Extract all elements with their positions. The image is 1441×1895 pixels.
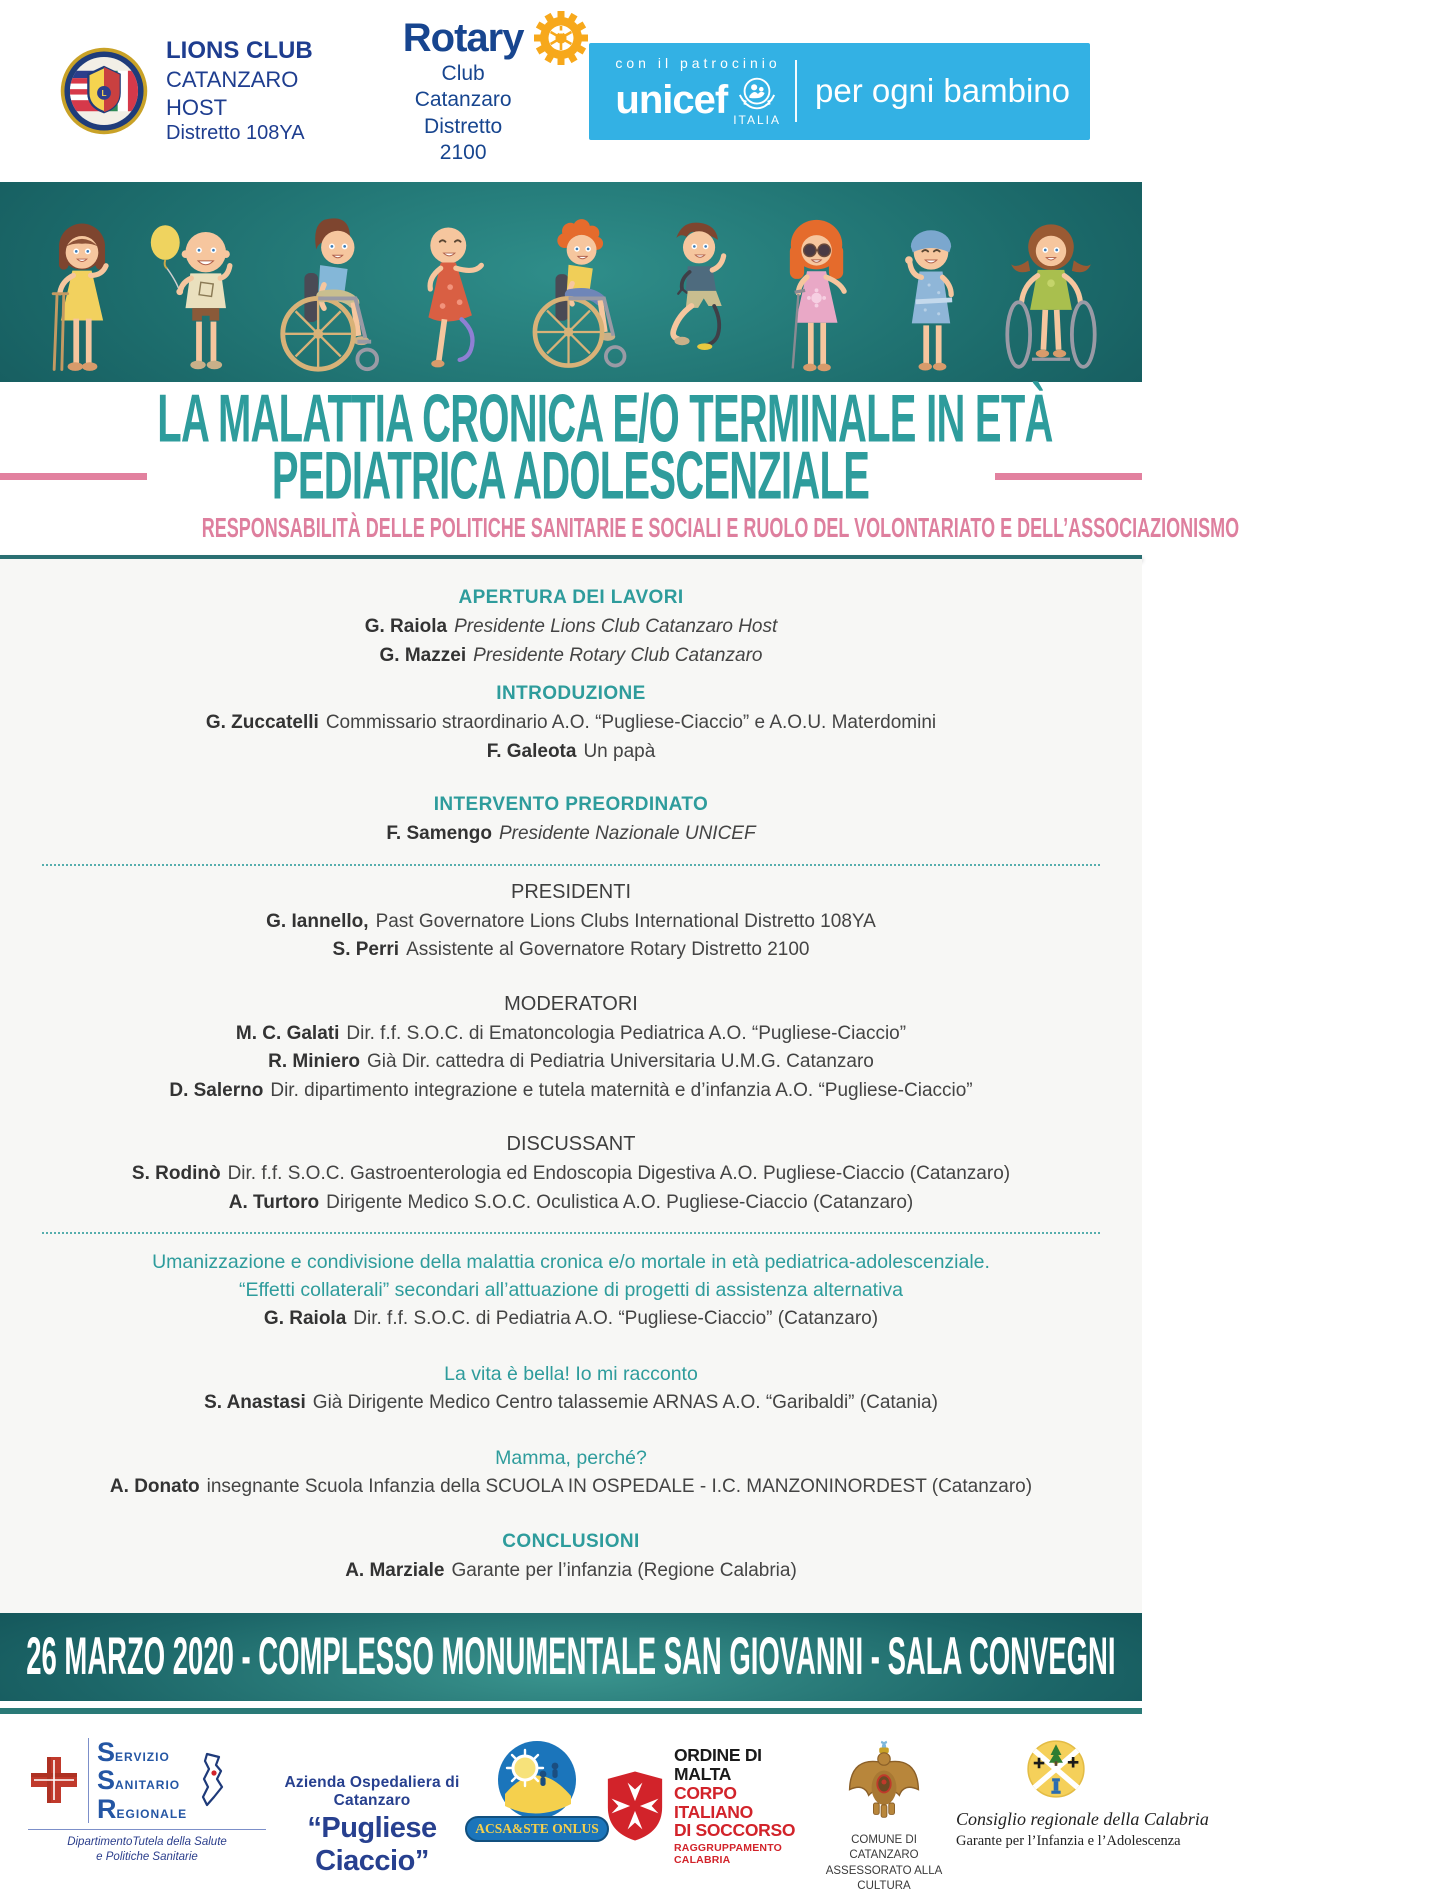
speaker-name: F. Galeota [486, 740, 577, 762]
unicef-patrocinio-label: con il patrocinio [615, 55, 781, 71]
program-entry [40, 1048, 1102, 1077]
rotary-gear-icon [533, 10, 589, 66]
speaker-role: Un papà [583, 740, 656, 762]
section-heading: CONCLUSIONI [502, 1531, 640, 1553]
program-block-conclusioni [40, 1531, 1102, 1586]
poster-title-line2: PEDIATRICA ADOLESCENZIALE [272, 438, 870, 514]
bald-child-with-balloon-illustration [146, 216, 252, 378]
program-entry [40, 709, 1102, 738]
comune-caption [820, 1833, 948, 1895]
children-illustration-banner [0, 182, 1142, 382]
eagle-crest-icon [841, 1738, 927, 1824]
rotary-wordmark: Rotary [402, 16, 524, 60]
boy-running-prosthetic-limbs-illustration [648, 216, 752, 378]
program-block-intervento [40, 794, 1102, 849]
unicef-tagline: per ogni bambino [814, 72, 1070, 109]
speaker-name: G. Zuccatelli [205, 712, 319, 734]
date-location-banner [0, 1613, 1142, 1701]
program-block-moderatori [40, 993, 1102, 1106]
acsa-ste-onlus-logo [475, 1738, 599, 1842]
talk-title-line: Mamma, perché? [495, 1447, 647, 1470]
speaker-name: D. Salerno [169, 1079, 264, 1101]
girl-with-crutches-illustration [34, 216, 130, 378]
speaker-name: R. Miniero [268, 1051, 360, 1073]
ssr-wordmark [88, 1738, 187, 1823]
speaker-name: A. Donato [109, 1475, 200, 1497]
ssr-initial: S [97, 1765, 116, 1796]
program-entry [40, 1189, 1102, 1218]
lions-club-district: Distretto 108YA [166, 122, 305, 144]
ssr-word: EGIONALE [116, 1806, 188, 1821]
program-entry [40, 1077, 1102, 1106]
speaker-role: Dirigente Medico S.O.C. Oculistica A.O. Pugliese-Ciaccio (Catanzaro) [326, 1191, 914, 1213]
servizio-sanitario-regionale-logo [28, 1738, 266, 1866]
sponsor-logos [0, 1714, 1209, 1895]
girl-in-wheelchair-green-dress-illustration [994, 216, 1108, 378]
speaker-role: Dir. dipartimento integrazione e tutela maternità e d’infanzia A.O. “Pugliese-Ciaccio” [270, 1079, 973, 1101]
section-heading: DISCUSSANT [506, 1133, 636, 1156]
unicef-wordmark: unicef [615, 78, 728, 122]
pink-rule-right [995, 473, 1142, 480]
redhead-child-in-wheelchair-illustration [520, 216, 632, 378]
consiglio-line1: Consiglio regionale della Calabria [956, 1808, 1209, 1829]
dotted-divider [42, 864, 1100, 866]
speaker-role: Garante per l’infanzia (Regione Calabria) [451, 1560, 797, 1582]
hospital-name-line2: “Pugliese Ciaccio” [307, 1811, 437, 1877]
section-heading: INTERVENTO PREORDINATO [433, 794, 709, 816]
program-entry [40, 738, 1102, 767]
speaker-role: Presidente Nazionale UNICEF [498, 823, 756, 845]
program-block-talk1 [40, 1249, 1102, 1333]
unicef-divider [795, 60, 797, 122]
program-entry [40, 908, 1102, 937]
program-block-presidenti [40, 881, 1102, 965]
speaker-name: S. Anastasi [204, 1391, 306, 1413]
program-entry [40, 1557, 1102, 1586]
comune-di-catanzaro-logo [820, 1738, 948, 1895]
unicef-logo-block [615, 55, 781, 127]
red-cross-icon [28, 1754, 80, 1806]
unicef-country-label: ITALIA [733, 113, 781, 127]
program-entry [40, 1473, 1102, 1502]
ssr-word: ANITARIO [115, 1778, 181, 1793]
sun-kids-icon [495, 1738, 579, 1822]
program-entry [40, 1160, 1102, 1189]
speaker-name: M. C. Galati [235, 1022, 340, 1044]
rotary-district-line: Distretto 2100 [424, 114, 503, 164]
title-section [0, 381, 1240, 559]
rotary-club-logo [399, 16, 590, 166]
calabria-map-icon [195, 1751, 229, 1809]
malta-line1: ORDINE DI MALTA [674, 1744, 762, 1784]
azienda-ospedaliera-logo [274, 1774, 470, 1878]
ssr-caption-line2: e Politiche Sanitarie [96, 1851, 198, 1864]
bald-girl-red-dress-prosthetic-leg-illustration [401, 216, 505, 378]
program-block-introduzione [40, 683, 1102, 766]
speaker-name: S. Rodinò [131, 1163, 221, 1185]
section-heading: MODERATORI [504, 992, 638, 1015]
poster-subtitle: RESPONSABILITÀ DELLE POLITICHE SANITARIE E SOCIALI E RUOLO DEL VOLONTARIATO E DELL’ASSOCIAZIONISMO [201, 512, 1240, 544]
ssr-initial: S [97, 1736, 116, 1767]
ordine-di-malta-logo [604, 1746, 812, 1866]
consiglio-line2: Garante per l’Infanzia e l’Adolescenza [956, 1832, 1181, 1849]
unicef-banner [589, 43, 1090, 140]
child-in-hospital-gown-illustration [883, 216, 979, 378]
program-entry [40, 1020, 1102, 1049]
rotary-club-line: Club Catanzaro [414, 62, 512, 112]
unicef-globe-icon [734, 73, 780, 115]
speaker-role: Past Governatore Lions Clubs International Distretto 108YA [375, 910, 876, 932]
section-heading: APERTURA DEI LAVORI [458, 587, 684, 609]
speaker-name: F. Samengo [386, 823, 492, 845]
speaker-role: Assistente al Governatore Rotary Distretto 2100 [406, 939, 810, 961]
malta-text [674, 1746, 812, 1866]
speaker-name: G. Raiola [364, 616, 448, 638]
white-strip [0, 1701, 1142, 1708]
speaker-name: G. Raiola [263, 1307, 347, 1329]
comune-line2: ASSESSORATO ALLA CULTURA [825, 1864, 943, 1893]
program-entry [40, 820, 1102, 849]
section-heading: INTRODUZIONE [496, 683, 646, 705]
malta-line3: DI SOCCORSO [674, 1820, 796, 1841]
consiglio-regionale-calabria-logo [956, 1738, 1209, 1850]
boy-in-wheelchair-illustration [267, 216, 385, 378]
maltese-cross-shield-icon [604, 1769, 666, 1843]
dotted-divider [42, 1232, 1100, 1234]
pink-rule-left [0, 473, 147, 480]
talk-title-line: Umanizzazione e condivisione della malattia cronica e/o mortale in età pediatrica-adolescenziale. [152, 1251, 990, 1274]
speaker-name: G. Mazzei [379, 644, 467, 666]
speaker-name: S. Perri [332, 939, 400, 961]
speaker-name: A. Marziale [345, 1560, 445, 1582]
program [0, 559, 1142, 1613]
program-block-apertura [40, 587, 1102, 670]
program-entry [40, 936, 1102, 965]
hospital-name-line1: Azienda Ospedaliera di Catanzaro [284, 1773, 460, 1809]
poster-title-line2-row [0, 438, 1142, 514]
speaker-name: G. Iannello, [266, 910, 369, 932]
lions-club-logo [58, 36, 329, 146]
speaker-role: Presidente Rotary Club Catanzaro [473, 644, 763, 666]
speaker-role: Commissario straordinario A.O. “Pugliese-Ciaccio” e A.O.U. Materdomini [325, 712, 937, 734]
speaker-role: Dir. f.f. S.O.C. di Ematoncologia Pediatrica A.O. “Pugliese-Ciaccio” [346, 1022, 907, 1044]
program-block-discussant [40, 1133, 1102, 1217]
malta-line4: RAGGRUPPAMENTO CALABRIA [674, 1842, 782, 1866]
talk-title-line: “Effetti collaterali” secondari all’attuazione di progetti di assistenza alternativa [238, 1278, 904, 1301]
program-entry [40, 1305, 1102, 1334]
program-block-talk3 [40, 1445, 1102, 1501]
section-heading: PRESIDENTI [510, 880, 632, 903]
program-entry [40, 1389, 1102, 1418]
speaker-role: Dir. f.f. S.O.C. Gastroenterologia ed Endoscopia Digestiva A.O. Pugliese-Ciaccio (Catanzaro) [227, 1163, 1011, 1185]
comune-line1: COMUNE DI CATANZARO [849, 1833, 919, 1862]
ssr-initial: R [97, 1793, 117, 1824]
ssr-word: ERVIZIO [115, 1749, 170, 1764]
poster-title-line1: LA MALATTIA CRONICA E/O TERMINALE IN ETÀ [157, 381, 1053, 457]
speaker-name: A. Turtoro [228, 1191, 320, 1213]
lions-club-text [166, 36, 329, 146]
ssr-caption [28, 1835, 266, 1866]
speaker-role: insegnante Scuola Infanzia della SCUOLA IN OSPEDALE - I.C. MANZONINORDEST (Catanzaro) [206, 1475, 1033, 1497]
speaker-role: Già Dirigente Medico Centro talassemie ARNAS A.O. “Garibaldi” (Catania) [312, 1391, 938, 1413]
malta-line2: CORPO ITALIANO [674, 1782, 753, 1822]
blind-girl-with-cane-illustration [767, 216, 867, 378]
lions-club-emblem-icon [58, 45, 150, 137]
lions-club-name: LIONS CLUB [166, 37, 313, 64]
speaker-role: Presidente Lions Club Catanzaro Host [454, 616, 778, 638]
program-entry [40, 613, 1102, 642]
speaker-role: Già Dir. cattedra di Pediatria Universitaria U.M.G. Catanzaro [366, 1051, 874, 1073]
date-location-text: 26 MARZO 2020 - COMPLESSO MONUMENTALE SAN GIOVANNI - SALA CONVEGNI [26, 1626, 1116, 1687]
program-block-talk2 [40, 1361, 1102, 1417]
program-entry [40, 642, 1102, 671]
svg-text:L: L [101, 89, 107, 99]
talk-title-line: La vita è bella! Io mi racconto [444, 1363, 698, 1386]
speaker-role: Dir. f.f. S.O.C. di Pediatria A.O. “Pugliese-Ciaccio” (Catanzaro) [353, 1307, 879, 1329]
lions-club-city: CATANZARO HOST [166, 67, 299, 120]
header-logos [0, 0, 1142, 182]
calabria-crest-icon [1025, 1738, 1087, 1800]
ssr-caption-line1: DipartimentoTutela della Salute [67, 1835, 227, 1848]
acsa-label: ACSA&STE ONLUS [465, 1816, 608, 1842]
